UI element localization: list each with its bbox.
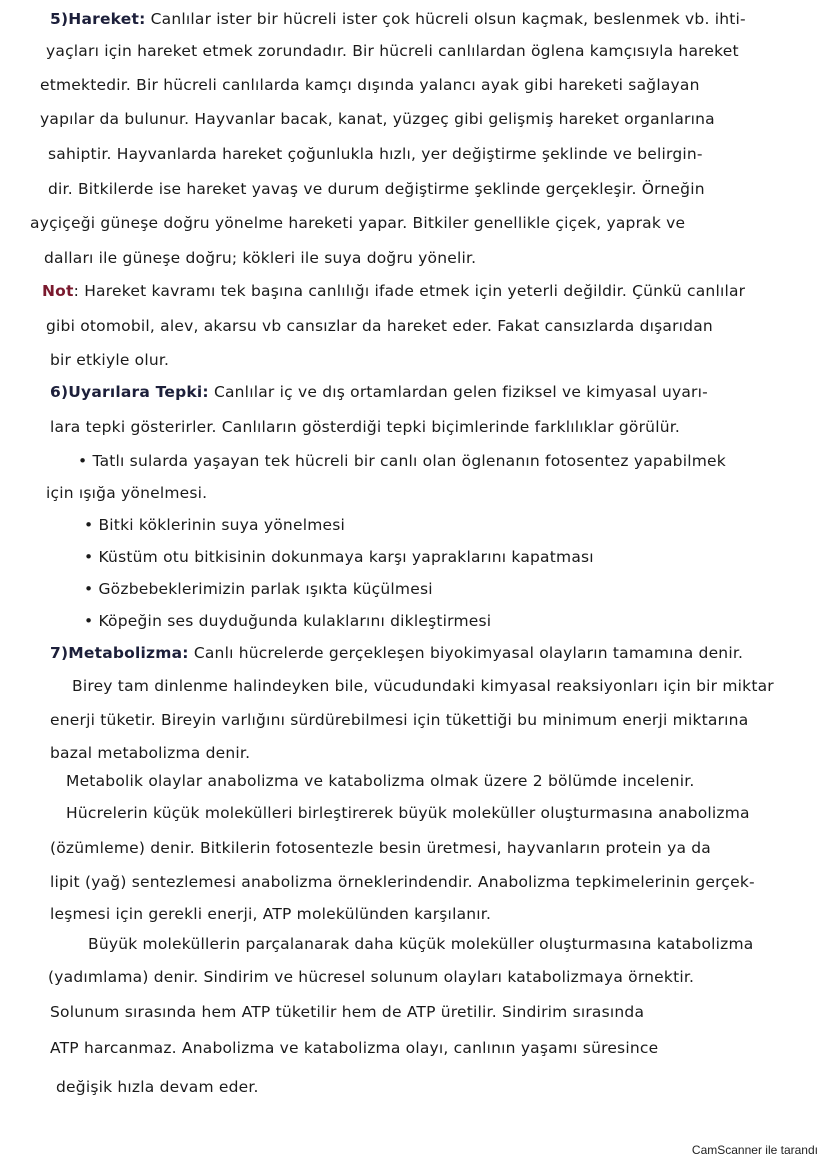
note-text: gibi otomobil, alev, akarsu vb cansızlar da hareket eder. Fakat cansızlarda dışarıdan xyxy=(46,317,713,335)
note-text: bir etkiyle olur. xyxy=(50,351,170,369)
bullet-item: • Gözbebeklerimizin parlak ışıkta küçülmesi xyxy=(84,580,433,598)
note-label: Not xyxy=(42,282,74,300)
section-6-text: Canlılar iç ve dış ortamlardan gelen fiziksel ve kimyasal uyarı- xyxy=(213,383,708,401)
section-6-heading: 6)Uyarılara Tepki: xyxy=(50,383,209,401)
section-6-line xyxy=(50,383,708,401)
section-7-text: (yadımlama) denir. Sindirim ve hücresel solunum olayları katabolizmaya örnektir. xyxy=(48,968,695,986)
scanner-watermark: CamScanner ile tarandı xyxy=(691,1143,818,1157)
section-7-text: (özümleme) denir. Bitkilerin fotosentezle besin üretmesi, hayvanların protein ya da xyxy=(50,839,712,857)
section-7-text: leşmesi için gerekli enerji, ATP molekülünden karşılanır. xyxy=(50,905,492,923)
section-5-text: yaçları için hareket etmek zorundadır. Bir hücreli canlılardan öglena kamçısıyla hareket xyxy=(46,42,739,60)
section-5-text: yapılar da bulunur. Hayvanlar bacak, kanat, yüzgeç gibi gelişmiş hareket organlarına xyxy=(40,110,715,128)
section-7-text: Hücrelerin küçük molekülleri birleştirerek büyük moleküller oluşturmasına anabolizma xyxy=(66,804,750,822)
note-text: : Hareket kavramı tek başına canlılığı ifade etmek için yeterli değildir. Çünkü canlılar xyxy=(73,282,746,300)
section-7-text: Büyük moleküllerin parçalanarak daha küçük moleküller oluşturmasına katabolizma xyxy=(88,935,754,953)
section-5-text: ayçiçeği güneşe doğru yönelme hareketi yapar. Bitkiler genellikle çiçek, yaprak ve xyxy=(30,214,686,232)
bullet-item: • Tatlı sularda yaşayan tek hücreli bir canlı olan öglenanın fotosentez yapabilmek xyxy=(78,452,726,470)
section-5-line xyxy=(50,10,746,28)
section-7-line xyxy=(50,644,743,662)
section-7-text: enerji tüketir. Bireyin varlığını sürdürebilmesi için tükettiği bu minimum enerji miktarına xyxy=(50,711,749,729)
section-5-text: sahiptir. Hayvanlarda hareket çoğunlukla hızlı, yer değiştirme şeklinde ve belirgin- xyxy=(48,145,703,163)
section-7-text: Birey tam dinlenme halindeyken bile, vücudundaki kimyasal reaksiyonları için bir miktar xyxy=(72,677,774,695)
note-line xyxy=(42,282,745,300)
section-5-text: Canlılar ister bir hücreli ister çok hücreli olsun kaçmak, beslenmek vb. ihti- xyxy=(150,10,746,28)
section-5-heading: 5)Hareket: xyxy=(50,10,146,28)
section-5-text: etmektedir. Bir hücreli canlılarda kamçı dışında yalancı ayak gibi hareketi sağlayan xyxy=(40,76,700,94)
section-7-heading: 7)Metabolizma: xyxy=(50,644,189,662)
section-7-text: bazal metabolizma denir. xyxy=(50,744,251,762)
section-6-text: lara tepki gösterirler. Canlıların gösterdiği tepki biçimlerinde farklılıklar görülür. xyxy=(50,418,681,436)
section-5-text: dalları ile güneşe doğru; kökleri ile suya doğru yönelir. xyxy=(44,249,477,267)
section-5-text: dir. Bitkilerde ise hareket yavaş ve durum değiştirme şeklinde gerçekleşir. Örneğin xyxy=(48,180,705,198)
bullet-item: • Bitki köklerinin suya yönelmesi xyxy=(84,516,346,534)
bullet-item: • Köpeğin ses duyduğunda kulaklarını dikleştirmesi xyxy=(84,612,492,630)
section-7-text: ATP harcanmaz. Anabolizma ve katabolizma olayı, canlının yaşamı süresince xyxy=(50,1039,659,1057)
section-7-text: Metabolik olaylar anabolizma ve katabolizma olmak üzere 2 bölümde incelenir. xyxy=(66,772,695,790)
section-7-text: Solunum sırasında hem ATP tüketilir hem de ATP üretilir. Sindirim sırasında xyxy=(50,1003,645,1021)
bullet-item: • Küstüm otu bitkisinin dokunmaya karşı yapraklarını kapatması xyxy=(84,548,594,566)
section-7-text: değişik hızla devam eder. xyxy=(56,1078,259,1096)
section-7-text: Canlı hücrelerde gerçekleşen biyokimyasal olayların tamamına denir. xyxy=(193,644,744,662)
bullet-item-continued: için ışığa yönelmesi. xyxy=(46,484,208,502)
section-7-text: lipit (yağ) sentezlemesi anabolizma örneklerindendir. Anabolizma tepkimelerinin gerçek- xyxy=(50,873,755,891)
